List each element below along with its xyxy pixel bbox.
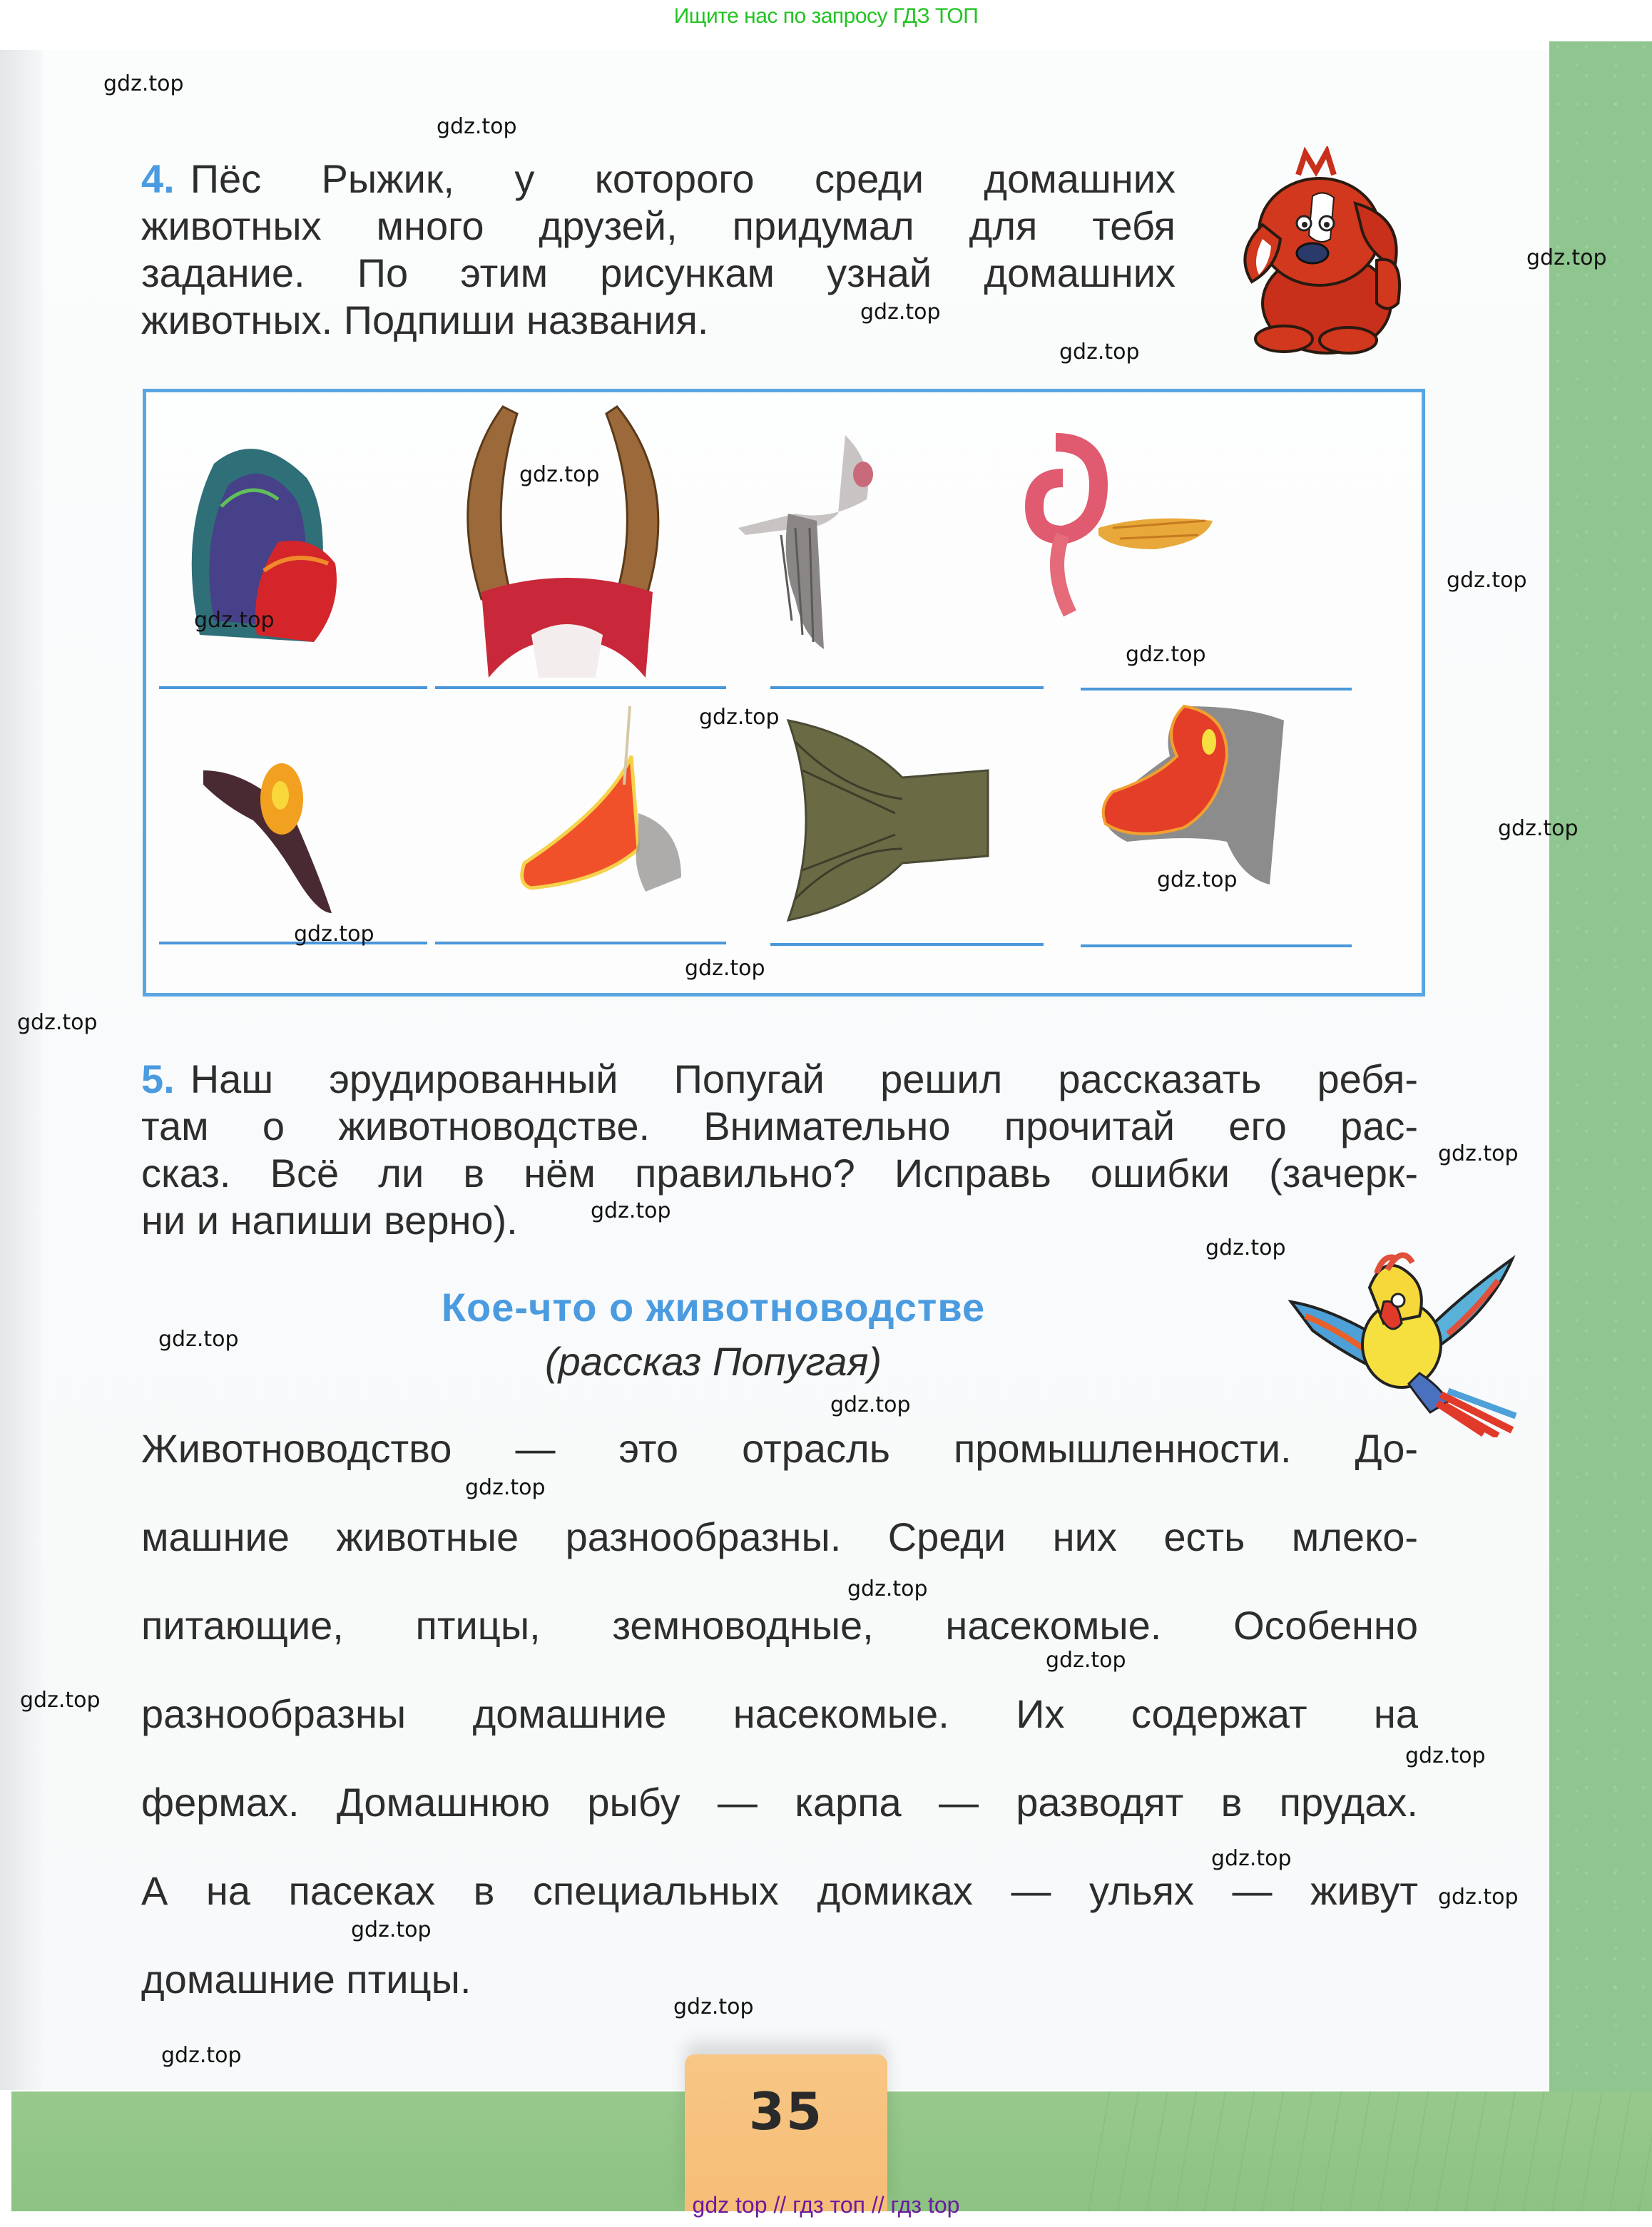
answer-line-3[interactable] (770, 686, 1044, 689)
page-gutter-shadow (0, 50, 43, 2090)
story-subtitle: (рассказ Попугая) (544, 1339, 882, 1384)
answer-line-1[interactable] (159, 686, 427, 689)
fish-tail-icon (781, 713, 995, 927)
cow-horns-icon (432, 399, 703, 685)
watermark: gdz.top (1126, 642, 1206, 667)
story-line-5: фермах. Домашнюю рыбу — карпа — разводят в прудах. (141, 1780, 1418, 1825)
goat-beard-icon (710, 421, 924, 656)
goose-beak-icon (503, 699, 695, 913)
watermark: gdz.top (158, 1327, 239, 1352)
watermark: gdz.top (830, 1392, 911, 1417)
page-number: 35 (748, 2081, 824, 2141)
story-line-4: разнообразны домашние насекомые. Их содержат на (141, 1691, 1418, 1736)
answer-line-7[interactable] (770, 943, 1044, 946)
watermark: gdz.top (860, 300, 941, 325)
task-4-line-2: животных много друзей, придумал для тебя (141, 203, 1176, 248)
watermark: gdz.top (1157, 867, 1238, 892)
watermark: gdz.top (1046, 1648, 1126, 1673)
dog-rizhik-icon (1220, 146, 1434, 360)
watermark: gdz.top (294, 922, 374, 947)
watermark: gdz.top (103, 71, 184, 96)
task-4-line-4: животных. Подпиши названия. (141, 297, 709, 342)
task-5-text (141, 1056, 1418, 1244)
task-4-number: 4. (141, 156, 175, 201)
duck-foot-icon (196, 749, 396, 927)
answer-line-6[interactable] (435, 942, 726, 944)
green-margin-strip (1549, 41, 1652, 2096)
watermark: gdz.top (1498, 816, 1579, 841)
watermark: gdz.top (673, 1994, 754, 2019)
story-line-2: машние животные разнообразны. Среди них есть млеко- (141, 1514, 1418, 1559)
watermark: gdz.top (1211, 1846, 1292, 1871)
watermark: gdz.top (194, 608, 275, 633)
task-5-line-4: ни и напиши верно). (141, 1198, 518, 1243)
answer-line-4[interactable] (1081, 688, 1352, 690)
story-line-1: Животноводство — это отрасль промышленности. До- (141, 1426, 1418, 1471)
task-5-number: 5. (141, 1056, 175, 1101)
task-4-line-3: задание. По этим рисункам узнай домашних (141, 250, 1176, 295)
answer-line-8[interactable] (1081, 944, 1352, 947)
task-5-line-1: 5. Наш эрудированный Попугай решил рассказать ребя- (141, 1056, 1418, 1101)
task-5-line-2: там о животноводстве. Внимательно прочитай его рас- (141, 1104, 1418, 1148)
watermark: gdz.top (519, 462, 600, 487)
pig-tail-icon (991, 428, 1227, 642)
task-4-line-1: 4. Пёс Рыжик, у которого среди домашних (141, 156, 1176, 201)
task-4-text (141, 156, 1176, 344)
watermark: gdz.top (591, 1198, 671, 1223)
watermark: gdz.top (1438, 1885, 1519, 1910)
story-line-6: А на пасеках в специальных домиках — ульях — живут (141, 1868, 1418, 1913)
watermark: gdz.top (685, 956, 765, 981)
story-line-3: питающие, птицы, земноводные, насекомые. Особенно (141, 1603, 1418, 1648)
watermark: gdz.top (847, 1576, 928, 1601)
animal-parts-image-box (143, 389, 1425, 997)
watermark: gdz.top (1405, 1743, 1486, 1768)
answer-line-5[interactable] (159, 942, 427, 944)
watermark: gdz.top (1205, 1235, 1286, 1260)
story-title: Кое-что о животноводстве (441, 1285, 986, 1330)
watermark: gdz.top (1447, 568, 1527, 593)
story-line-7: домашние птицы. (141, 1957, 471, 2002)
watermark: gdz.top (437, 114, 517, 139)
search-banner: Ищите нас по запросу ГДЗ ТОП (673, 4, 979, 28)
watermark: gdz.top (465, 1475, 546, 1500)
watermark: gdz.top (20, 1688, 101, 1713)
watermark: gdz.top (1526, 245, 1607, 270)
watermark: gdz.top (161, 2043, 242, 2068)
watermark: gdz.top (1438, 1141, 1519, 1166)
watermark: gdz.top (351, 1917, 432, 1942)
watermark: gdz.top (17, 1010, 98, 1035)
answer-line-2[interactable] (435, 686, 726, 689)
footer-links[interactable]: gdz top // гдз топ // гдз top (692, 2192, 960, 2218)
watermark: gdz.top (699, 705, 780, 730)
task-5-line-3: сказ. Всё ли в нём правильно? Исправь ошибки (зачерк- (141, 1151, 1418, 1196)
watermark: gdz.top (1059, 340, 1140, 365)
